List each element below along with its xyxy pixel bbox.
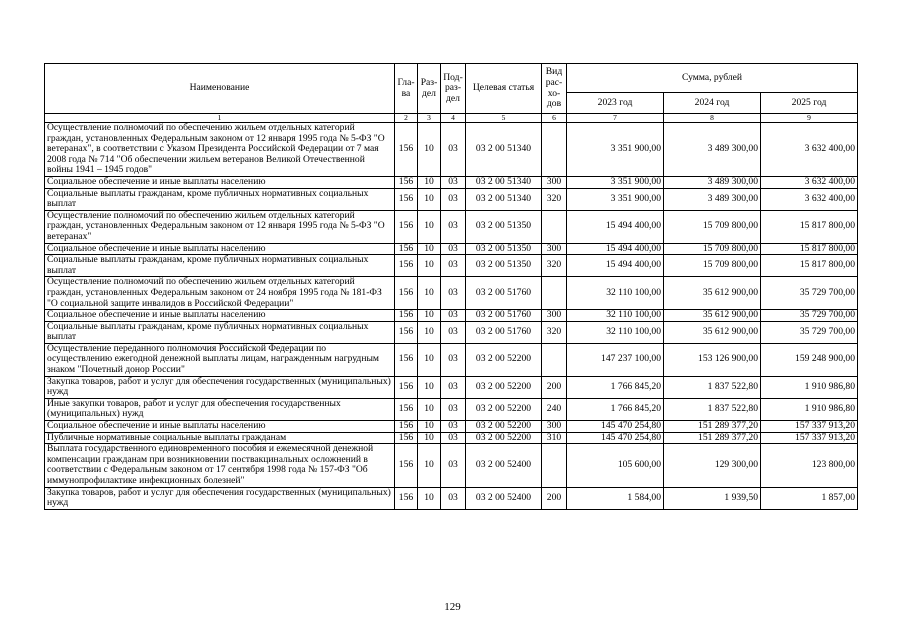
row-glava: 156 (395, 421, 418, 433)
table-row (45, 487, 858, 509)
row-razdel: 10 (418, 176, 441, 188)
row-razdel: 10 (418, 421, 441, 433)
header-kind: Вид рас-хо-дов (542, 64, 567, 114)
row-sum-2023: 1 766 845,20 (567, 376, 664, 398)
row-sum-2023: 15 494 400,00 (567, 243, 664, 255)
row-sum-2024: 1 837 522,80 (664, 398, 761, 420)
row-glava: 156 (395, 176, 418, 188)
row-sum-2023: 3 351 900,00 (567, 123, 664, 177)
row-expense-kind: 320 (542, 255, 567, 277)
row-sum-2023: 32 110 100,00 (567, 310, 664, 322)
col-num: 6 (542, 114, 567, 123)
row-target-article: 03 2 00 51760 (466, 310, 542, 322)
table-row (45, 376, 858, 398)
row-glava: 156 (395, 343, 418, 376)
page-number: 129 (444, 601, 461, 613)
table-row (45, 444, 858, 487)
row-name: Социальные выплаты гражданам, кроме публичных нормативных социальных выплат (45, 188, 395, 210)
row-sum-2023: 3 351 900,00 (567, 188, 664, 210)
header-name: Наименование (45, 64, 395, 114)
row-sum-2025: 3 632 400,00 (761, 176, 858, 188)
row-sum-2024: 1 939,50 (664, 487, 761, 509)
col-num: 5 (466, 114, 542, 123)
header-year-2023: 2023 год (567, 93, 664, 114)
row-expense-kind (542, 277, 567, 310)
row-podrazdel: 03 (441, 321, 466, 343)
table-row (45, 210, 858, 243)
row-podrazdel: 03 (441, 398, 466, 420)
row-podrazdel: 03 (441, 176, 466, 188)
row-name: Социальное обеспечение и иные выплаты населению (45, 243, 395, 255)
row-razdel: 10 (418, 398, 441, 420)
table-row (45, 321, 858, 343)
row-name: Закупка товаров, работ и услуг для обеспечения государственных (муниципальных) нужд (45, 376, 395, 398)
header-razdel: Раз-дел (418, 64, 441, 114)
row-sum-2025: 35 729 700,00 (761, 321, 858, 343)
table-row (45, 421, 858, 433)
row-target-article: 03 2 00 52200 (466, 432, 542, 444)
row-target-article: 03 2 00 52400 (466, 487, 542, 509)
row-podrazdel: 03 (441, 432, 466, 444)
row-target-article: 03 2 00 51350 (466, 255, 542, 277)
row-target-article: 03 2 00 52200 (466, 398, 542, 420)
col-num: 9 (761, 114, 858, 123)
col-num: 8 (664, 114, 761, 123)
row-sum-2025: 15 817 800,00 (761, 210, 858, 243)
row-glava: 156 (395, 398, 418, 420)
col-num: 4 (441, 114, 466, 123)
header-glava: Гла-ва (395, 64, 418, 114)
row-sum-2023: 145 470 254,80 (567, 432, 664, 444)
row-razdel: 10 (418, 123, 441, 177)
row-glava: 156 (395, 277, 418, 310)
row-glava: 156 (395, 321, 418, 343)
row-target-article: 03 2 00 51350 (466, 243, 542, 255)
row-glava: 156 (395, 123, 418, 177)
row-sum-2025: 35 729 700,00 (761, 310, 858, 322)
row-glava: 156 (395, 444, 418, 487)
row-razdel: 10 (418, 444, 441, 487)
row-name: Выплата государственного единовременного пособия и ежемесячной денежной компенсации гражданам при возникновении поствакцинальных осложнений в соответствии с Федеральным законом от 17 сентября 1998 года № 157-ФЗ "Об иммунопрофилактике инфекционных болезней" (45, 444, 395, 487)
row-podrazdel: 03 (441, 444, 466, 487)
row-sum-2023: 1 766 845,20 (567, 398, 664, 420)
row-sum-2025: 3 632 400,00 (761, 123, 858, 177)
row-expense-kind: 320 (542, 321, 567, 343)
row-podrazdel: 03 (441, 277, 466, 310)
row-expense-kind (542, 123, 567, 177)
row-target-article: 03 2 00 51760 (466, 321, 542, 343)
row-sum-2025: 1 910 986,80 (761, 398, 858, 420)
row-sum-2023: 147 237 100,00 (567, 343, 664, 376)
row-razdel: 10 (418, 343, 441, 376)
row-sum-2025: 123 800,00 (761, 444, 858, 487)
row-expense-kind: 310 (542, 432, 567, 444)
row-podrazdel: 03 (441, 210, 466, 243)
row-sum-2024: 3 489 300,00 (664, 188, 761, 210)
row-target-article: 03 2 00 52200 (466, 421, 542, 433)
row-podrazdel: 03 (441, 343, 466, 376)
row-name: Закупка товаров, работ и услуг для обеспечения государственных (муниципальных) нужд (45, 487, 395, 509)
row-sum-2025: 157 337 913,20 (761, 432, 858, 444)
row-glava: 156 (395, 210, 418, 243)
row-razdel: 10 (418, 487, 441, 509)
row-expense-kind: 200 (542, 487, 567, 509)
row-sum-2023: 105 600,00 (567, 444, 664, 487)
row-glava: 156 (395, 487, 418, 509)
row-sum-2024: 15 709 800,00 (664, 255, 761, 277)
row-sum-2024: 35 612 900,00 (664, 310, 761, 322)
row-podrazdel: 03 (441, 487, 466, 509)
row-expense-kind: 240 (542, 398, 567, 420)
row-target-article: 03 2 00 52200 (466, 343, 542, 376)
row-expense-kind: 320 (542, 188, 567, 210)
row-sum-2025: 15 817 800,00 (761, 255, 858, 277)
row-sum-2024: 3 489 300,00 (664, 123, 761, 177)
row-expense-kind: 300 (542, 176, 567, 188)
row-glava: 156 (395, 243, 418, 255)
row-expense-kind (542, 444, 567, 487)
header-podrazdel: Под-раз-дел (441, 64, 466, 114)
table-row (45, 310, 858, 322)
row-expense-kind (542, 343, 567, 376)
row-sum-2025: 1 857,00 (761, 487, 858, 509)
row-target-article: 03 2 00 51350 (466, 210, 542, 243)
row-name: Социальные выплаты гражданам, кроме публичных нормативных социальных выплат (45, 321, 395, 343)
table-row (45, 277, 858, 310)
row-podrazdel: 03 (441, 123, 466, 177)
row-podrazdel: 03 (441, 243, 466, 255)
row-razdel: 10 (418, 376, 441, 398)
row-podrazdel: 03 (441, 188, 466, 210)
row-razdel: 10 (418, 277, 441, 310)
row-glava: 156 (395, 188, 418, 210)
col-num: 2 (395, 114, 418, 123)
row-target-article: 03 2 00 51340 (466, 188, 542, 210)
table-row (45, 398, 858, 420)
row-expense-kind: 300 (542, 421, 567, 433)
row-name: Осуществление переданного полномочия Российской Федерации по осуществлению ежегодной денежной выплаты лицам, награжденным нагрудным знаком "Почетный донор России" (45, 343, 395, 376)
row-podrazdel: 03 (441, 376, 466, 398)
row-sum-2025: 1 910 986,80 (761, 376, 858, 398)
row-expense-kind: 300 (542, 310, 567, 322)
row-sum-2025: 157 337 913,20 (761, 421, 858, 433)
row-razdel: 10 (418, 188, 441, 210)
row-podrazdel: 03 (441, 310, 466, 322)
row-sum-2024: 15 709 800,00 (664, 243, 761, 255)
table-row (45, 188, 858, 210)
row-razdel: 10 (418, 243, 441, 255)
row-razdel: 10 (418, 310, 441, 322)
row-name: Осуществление полномочий по обеспечению жильем отдельных категорий граждан, установленных Федеральным законом от 24 ноября 1995 года № 181-ФЗ "О социальной защите инвалидов в Российской Федерации" (45, 277, 395, 310)
row-razdel: 10 (418, 321, 441, 343)
row-sum-2024: 35 612 900,00 (664, 277, 761, 310)
row-sum-2024: 35 612 900,00 (664, 321, 761, 343)
table-row (45, 343, 858, 376)
col-num: 1 (45, 114, 395, 123)
row-sum-2023: 3 351 900,00 (567, 176, 664, 188)
row-sum-2024: 153 126 900,00 (664, 343, 761, 376)
row-sum-2025: 35 729 700,00 (761, 277, 858, 310)
header-sum: Сумма, рублей (567, 64, 858, 93)
row-target-article: 03 2 00 51340 (466, 123, 542, 177)
row-podrazdel: 03 (441, 421, 466, 433)
row-expense-kind (542, 210, 567, 243)
row-glava: 156 (395, 255, 418, 277)
row-sum-2023: 32 110 100,00 (567, 277, 664, 310)
row-name: Социальное обеспечение и иные выплаты населению (45, 421, 395, 433)
table-row (45, 243, 858, 255)
row-expense-kind: 300 (542, 243, 567, 255)
row-sum-2024: 15 709 800,00 (664, 210, 761, 243)
row-razdel: 10 (418, 255, 441, 277)
row-target-article: 03 2 00 52400 (466, 444, 542, 487)
header-year-2025: 2025 год (761, 93, 858, 114)
row-glava: 156 (395, 310, 418, 322)
row-sum-2023: 15 494 400,00 (567, 255, 664, 277)
row-sum-2024: 151 289 377,20 (664, 421, 761, 433)
row-sum-2024: 1 837 522,80 (664, 376, 761, 398)
row-sum-2023: 145 470 254,80 (567, 421, 664, 433)
row-target-article: 03 2 00 51760 (466, 277, 542, 310)
table-row (45, 255, 858, 277)
row-name: Социальное обеспечение и иные выплаты населению (45, 310, 395, 322)
row-sum-2024: 129 300,00 (664, 444, 761, 487)
header-year-2024: 2024 год (664, 93, 761, 114)
row-razdel: 10 (418, 210, 441, 243)
row-podrazdel: 03 (441, 255, 466, 277)
row-expense-kind: 200 (542, 376, 567, 398)
budget-table (44, 63, 858, 510)
row-sum-2024: 3 489 300,00 (664, 176, 761, 188)
row-target-article: 03 2 00 51340 (466, 176, 542, 188)
row-sum-2025: 159 248 900,00 (761, 343, 858, 376)
table-row (45, 123, 858, 177)
header-target: Целевая статья (466, 64, 542, 114)
row-name: Социальное обеспечение и иные выплаты населению (45, 176, 395, 188)
row-name: Иные закупки товаров, работ и услуг для обеспечения государственных (муниципальных) нужд (45, 398, 395, 420)
col-num: 7 (567, 114, 664, 123)
row-name: Публичные нормативные социальные выплаты гражданам (45, 432, 395, 444)
row-razdel: 10 (418, 432, 441, 444)
row-name: Социальные выплаты гражданам, кроме публичных нормативных социальных выплат (45, 255, 395, 277)
row-name: Осуществление полномочий по обеспечению жильем отдельных категорий граждан, установленных Федеральным законом от 12 января 1995 года № 5-ФЗ "О ветеранах" (45, 210, 395, 243)
row-sum-2025: 15 817 800,00 (761, 243, 858, 255)
row-sum-2023: 15 494 400,00 (567, 210, 664, 243)
col-num: 3 (418, 114, 441, 123)
table-row (45, 432, 858, 444)
row-sum-2025: 3 632 400,00 (761, 188, 858, 210)
row-sum-2024: 151 289 377,20 (664, 432, 761, 444)
table-row (45, 176, 858, 188)
row-name: Осуществление полномочий по обеспечению жильем отдельных категорий граждан, установленных Федеральным законом от 12 января 1995 года № 5-ФЗ "О ветеранах", в соответствии с Указом Президента Российской Федерации от 7 мая 2008 года № 714 "Об обеспечении жильем ветеранов Великой Отечественной войны 1941 – 1945 годов" (45, 123, 395, 177)
row-sum-2023: 1 584,00 (567, 487, 664, 509)
row-glava: 156 (395, 432, 418, 444)
row-target-article: 03 2 00 52200 (466, 376, 542, 398)
row-sum-2023: 32 110 100,00 (567, 321, 664, 343)
row-glava: 156 (395, 376, 418, 398)
